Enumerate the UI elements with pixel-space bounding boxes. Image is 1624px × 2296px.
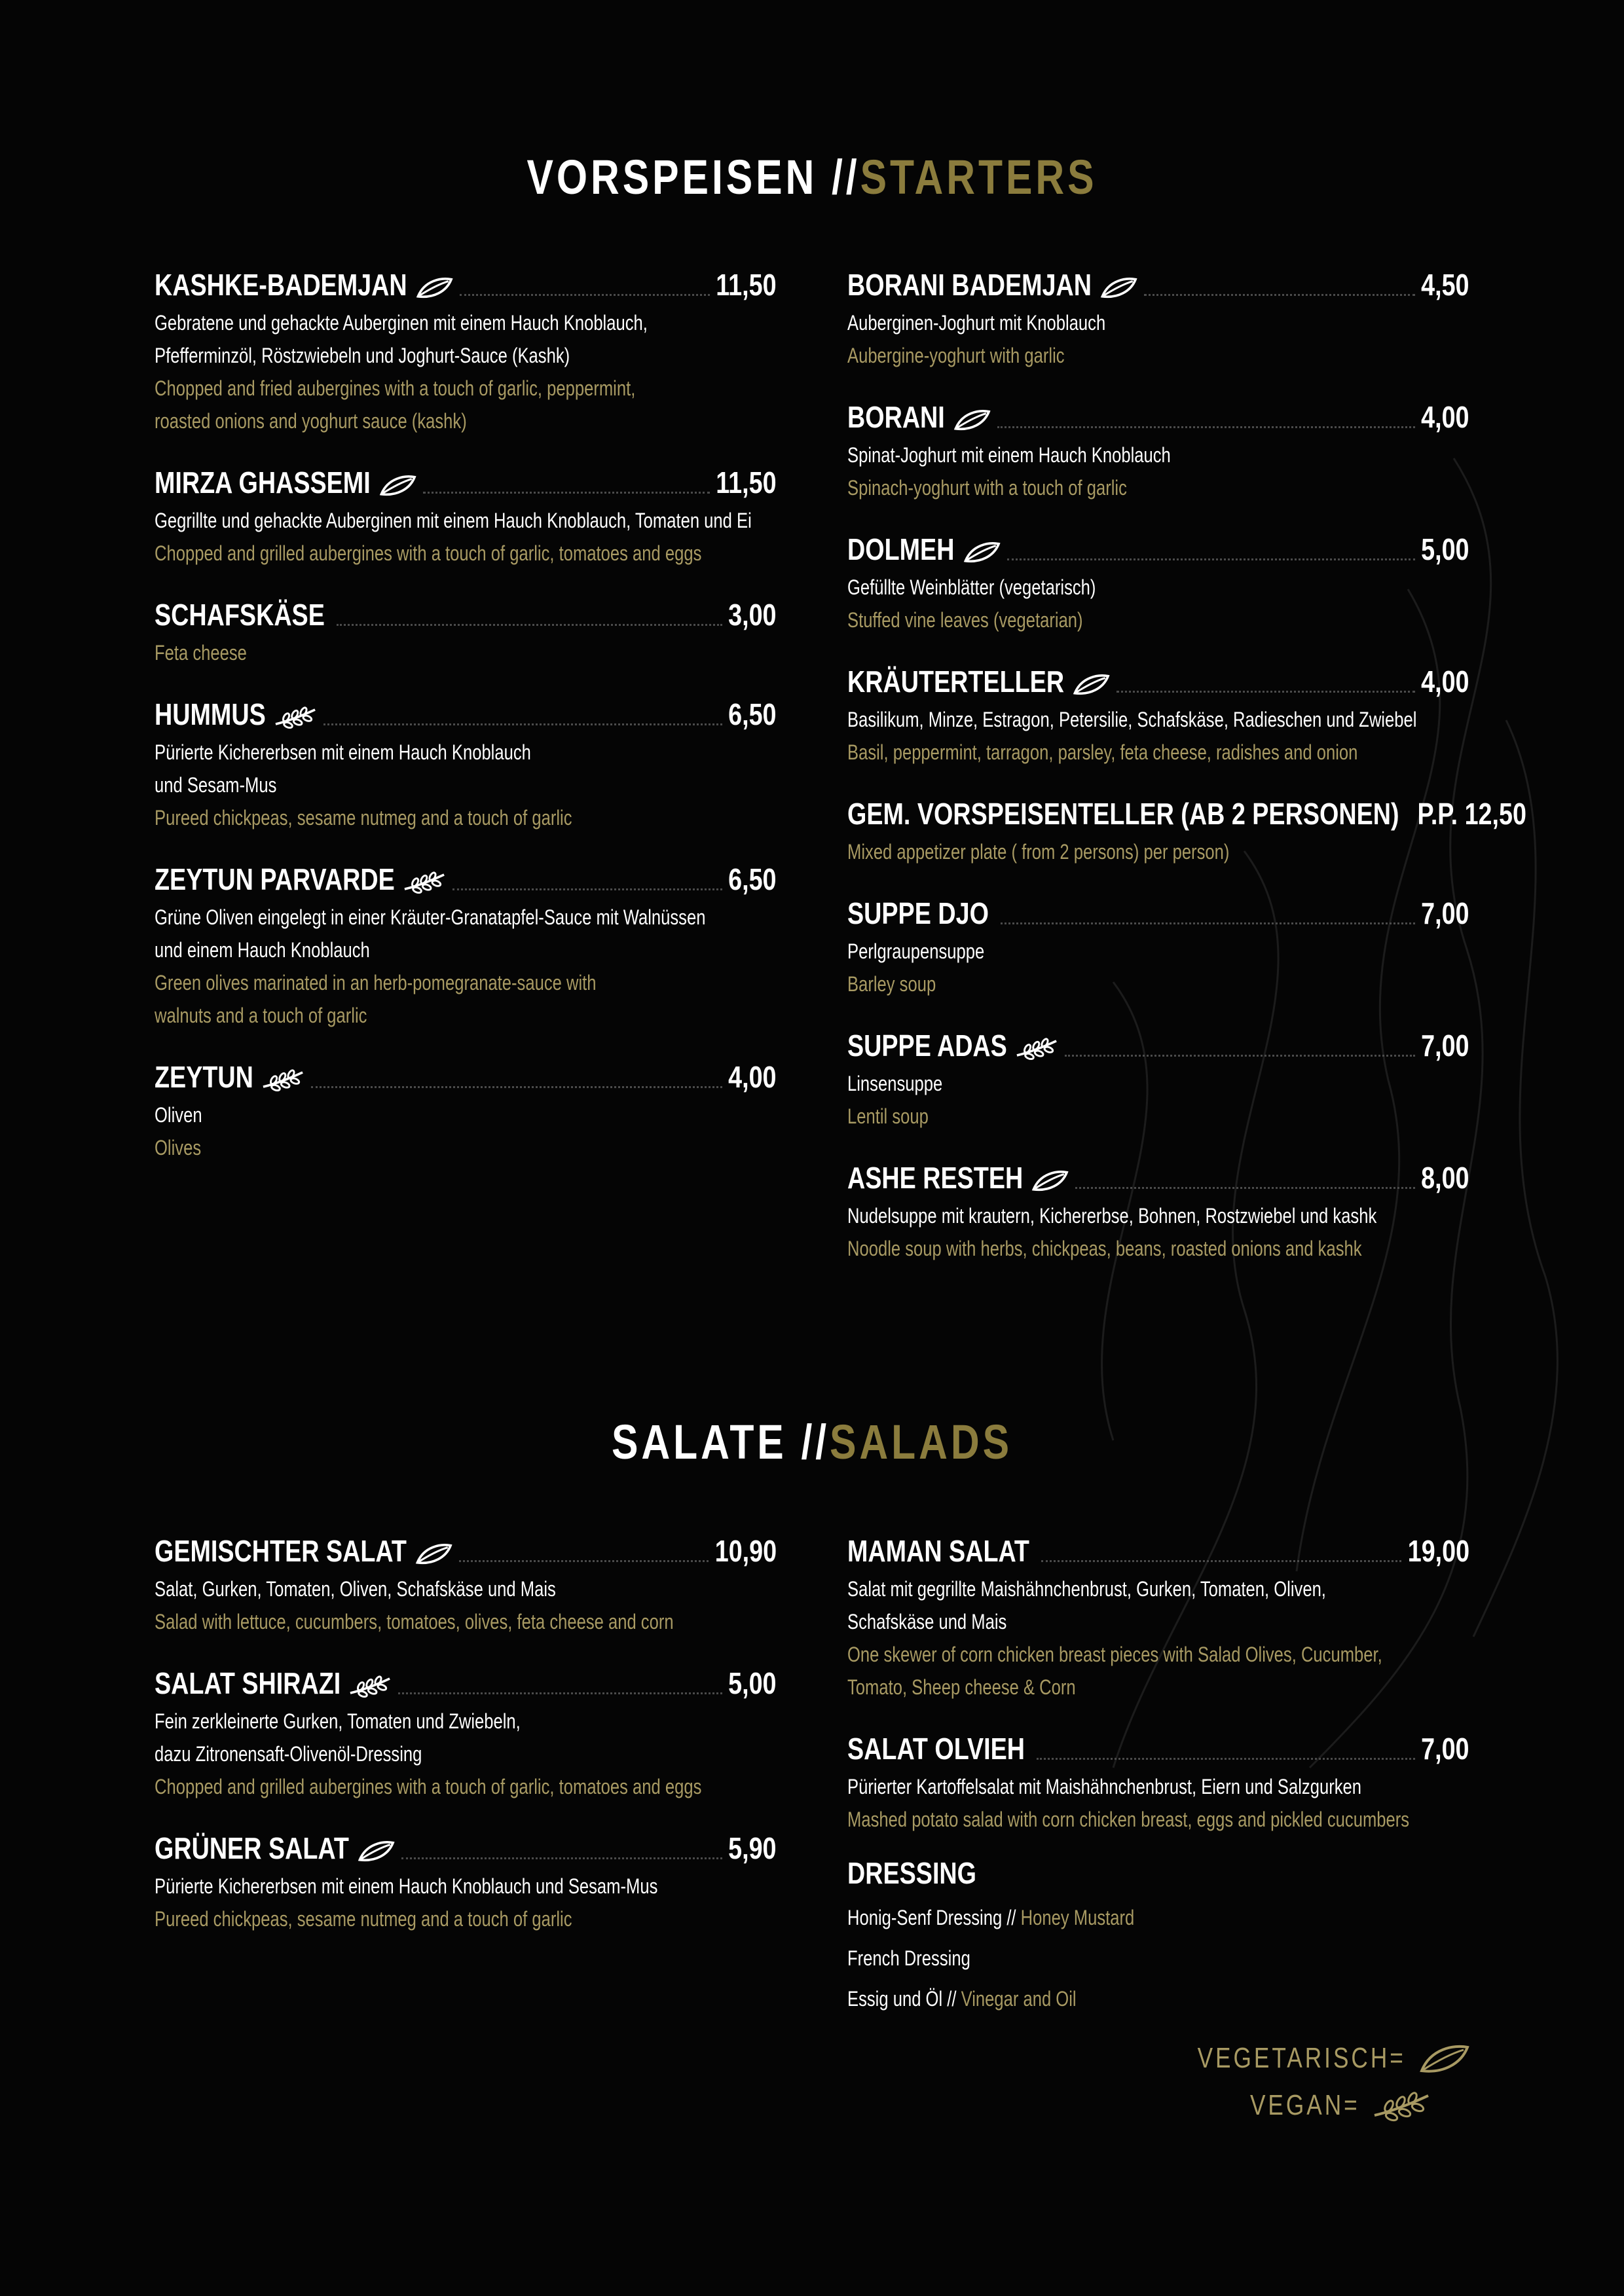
menu-item-header [155, 1658, 777, 1701]
menu-item [155, 1051, 777, 1164]
menu-item-name: DOLMEH [847, 532, 955, 566]
menu-item [155, 854, 777, 1032]
menu-item-description [155, 1870, 783, 1935]
menu-item-price: 4,50 [1421, 268, 1469, 302]
leaf-icon [415, 1541, 452, 1566]
starters-heading-en: STARTERS [860, 150, 1098, 204]
description-de: Salat mit gegrillte Maishähnchenbrust, Gurken, Tomaten, Oliven, [847, 1577, 1326, 1601]
menu-item-name: GEMISCHTER SALAT [155, 1534, 407, 1568]
description-de: Pürierte Kichererbsen mit einem Hauch Knoblauch und Sesam-Mus [155, 1874, 658, 1898]
description-en: Barley soup [847, 972, 936, 996]
description-en: Chopped and grilled aubergines with a touch of garlic, tomatoes and eggs [155, 1775, 702, 1798]
menu-item [847, 656, 1469, 769]
description-en: Pureed chickpeas, sesame nutmeg and a touch of garlic [155, 806, 572, 829]
description-de: und einem Hauch Knoblauch [155, 938, 370, 962]
description-en: Salad with lettuce, cucumbers, tomatoes, olives, feta cheese and corn [155, 1610, 674, 1633]
menu-item-price: 4,00 [1421, 665, 1469, 699]
menu-item-description [847, 1067, 1476, 1133]
menu-item-description [847, 1770, 1476, 1836]
starters-heading [146, 149, 1478, 205]
menu-item-header [155, 457, 777, 500]
menu-item [847, 1723, 1469, 1836]
menu-item-price: 5,90 [728, 1831, 777, 1865]
description-en: Mixed appetizer plate ( from 2 persons) per person) [847, 840, 1230, 864]
menu-item-price: 4,00 [1421, 400, 1469, 434]
menu-item-description [155, 1099, 783, 1164]
menu-item-description [155, 306, 783, 437]
description-de: Nudelsuppe mit krautern, Kichererbse, Bohnen, Rostzwiebel und kashk [847, 1204, 1377, 1228]
salads-heading [146, 1414, 1478, 1470]
menu-item-header [847, 788, 1527, 831]
dotted-leader [323, 723, 722, 725]
dotted-leader [423, 491, 710, 494]
menu-item-description [155, 1573, 783, 1638]
dotted-leader [1007, 558, 1415, 560]
menu-item-description [155, 636, 783, 669]
description-de: Grüne Oliven eingelegt in einer Kräuter-Granatapfel-Sauce mit Walnüssen [155, 905, 706, 929]
menu-item-header [155, 689, 777, 732]
description-de: Spinat-Joghurt mit einem Hauch Knoblauch [847, 443, 1171, 467]
description-de: Salat, Gurken, Tomaten, Oliven, Schafskäse und Mais [155, 1577, 556, 1601]
menu-item-header [155, 1051, 777, 1095]
menu-item-price: 5,00 [1421, 532, 1469, 566]
description-de: Schafskäse und Mais [847, 1610, 1007, 1633]
salads-heading-de: SALATE // [611, 1415, 830, 1469]
description-en: walnuts and a touch of garlic [155, 1004, 367, 1027]
description-de: Gefüllte Weinblätter (vegetarisch) [847, 575, 1096, 599]
description-de: Gegrillte und gehackte Auberginen mit einem Hauch Knoblauch, Tomaten und Ei [155, 509, 752, 532]
dotted-leader [1041, 1559, 1401, 1562]
dressing-block [847, 1855, 1469, 2019]
description-en: Noodle soup with herbs, chickpeas, beans, roasted onions and kashk [847, 1237, 1362, 1260]
description-de: Auberginen-Joghurt mit Knoblauch [847, 311, 1106, 335]
description-de: Oliven [155, 1103, 202, 1127]
sprig-icon [348, 1673, 392, 1698]
menu-item [847, 888, 1469, 1000]
legend-vegetarian-label: VEGETARISCH= [1197, 2042, 1406, 2074]
leaf-icon [1072, 672, 1110, 697]
menu-item-description [847, 1199, 1476, 1265]
menu-item-header [847, 1020, 1469, 1063]
menu-item-price: 7,00 [1421, 1029, 1469, 1063]
legend-vegan-label: VEGAN= [1250, 2089, 1360, 2121]
dotted-leader [459, 1559, 709, 1562]
menu-item [847, 1020, 1469, 1133]
menu-item-header [155, 259, 777, 302]
dotted-leader [311, 1085, 722, 1088]
menu-item [155, 1823, 777, 1935]
description-en: Stuffed vine leaves (vegetarian) [847, 608, 1083, 632]
menu-item [847, 1525, 1469, 1704]
menu-item-name: SCHAFSKÄSE [155, 598, 325, 632]
menu-item-name: KRÄUTERTELLER [847, 665, 1065, 699]
menu-item [155, 1658, 777, 1803]
description-en: Feta cheese [155, 641, 247, 665]
leaf-icon [1031, 1168, 1069, 1193]
description-de: Basilikum, Minze, Estragon, Petersilie, Schafskäse, Radieschen und Zwiebel [847, 708, 1417, 731]
menu-item-price: 5,00 [728, 1666, 777, 1700]
salads-right-column [847, 1525, 1469, 2019]
menu-item-header [847, 524, 1469, 567]
menu-item [155, 1525, 777, 1638]
description-en: Aubergine-yoghurt with garlic [847, 344, 1065, 367]
menu-item-description [847, 935, 1476, 1000]
menu-item [155, 457, 777, 570]
description-en: Chopped and fried aubergines with a touch of garlic, peppermint, [155, 376, 636, 400]
dressing-title: DRESSING [847, 1856, 977, 1890]
menu-item-price: 6,50 [728, 697, 777, 731]
menu-item-description [155, 736, 783, 834]
legend-vegetarian [1113, 2035, 1470, 2082]
menu-item-header [155, 854, 777, 897]
diet-legend [1113, 2035, 1470, 2129]
description-de: Pürierte Kichererbsen mit einem Hauch Knoblauch [155, 740, 531, 764]
description-de: Gebratene und gehackte Auberginen mit einem Hauch Knoblauch, [155, 311, 648, 335]
dotted-leader [401, 1857, 722, 1859]
menu-item-price: 4,00 [728, 1060, 777, 1094]
description-de: und Sesam-Mus [155, 773, 277, 797]
menu-item-price: 11,50 [716, 465, 777, 500]
menu-item-header [155, 1525, 777, 1569]
menu-item-description [847, 703, 1476, 769]
dressing-line: Essig und Öl // Vinegar and Oil [847, 1987, 1077, 2011]
menu-item-price: 6,50 [728, 862, 777, 896]
description-en: roasted onions and yoghurt sauce (kashk) [155, 409, 467, 433]
menu-item-header [155, 1823, 777, 1866]
dotted-leader [1144, 293, 1415, 296]
menu-item-description [847, 835, 1476, 868]
menu-item-name: KASHKE-BADEMJAN [155, 268, 407, 302]
description-en: Green olives marinated in an herb-pomegranate-sauce with [155, 971, 597, 994]
menu-item-price: 8,00 [1421, 1161, 1469, 1195]
menu-item-description [155, 504, 783, 570]
description-de: Perlgraupensuppe [847, 939, 985, 963]
sprig-icon [261, 1067, 304, 1092]
menu-item-price: 19,00 [1407, 1534, 1469, 1568]
dotted-leader [1065, 1054, 1415, 1057]
menu-item-description [847, 306, 1476, 372]
menu-item-description [847, 571, 1476, 636]
dotted-leader [997, 426, 1415, 428]
dotted-leader [1037, 1757, 1415, 1760]
menu-item-name: ZEYTUN PARVARDE [155, 862, 395, 896]
leaf-icon [357, 1838, 395, 1863]
description-de: Fein zerkleinerte Gurken, Tomaten und Zwiebeln, [155, 1709, 521, 1733]
dressing-line: French Dressing [847, 1946, 970, 1970]
leaf-icon [1418, 2042, 1470, 2075]
leaf-icon [378, 473, 416, 498]
menu-item-header [847, 1525, 1469, 1569]
menu-item-name: HUMMUS [155, 697, 266, 731]
description-en: Mashed potato salad with corn chicken breast, eggs and pickled cucumbers [847, 1808, 1410, 1831]
description-en: One skewer of corn chicken breast pieces with Salad Olives, Cucumber, [847, 1643, 1382, 1666]
menu-item [155, 689, 777, 834]
menu-item-header [155, 589, 777, 632]
menu-item-description [155, 1705, 783, 1803]
menu-item-description [847, 439, 1476, 504]
description-de: dazu Zitronensaft-Olivenöl-Dressing [155, 1742, 422, 1766]
menu-item-description [155, 901, 783, 1032]
menu-item-name: ASHE RESTEH [847, 1161, 1024, 1195]
menu-item-header [847, 392, 1469, 435]
menu-item-name: SUPPE ADAS [847, 1029, 1007, 1063]
dotted-leader [337, 623, 722, 626]
menu-item-name: MIRZA GHASSEMI [155, 465, 371, 500]
menu-item-header [847, 1152, 1469, 1195]
description-en: Tomato, Sheep cheese & Corn [847, 1675, 1076, 1699]
menu-item-name: GEM. VORSPEISENTELLER (AB 2 PERSONEN) [847, 797, 1399, 831]
starters-heading-de: VORSPEISEN // [526, 150, 860, 204]
starters-left-column [155, 259, 777, 1184]
menu-item-name: SUPPE DJO [847, 896, 989, 930]
menu-item-price: 11,50 [716, 268, 777, 302]
legend-vegan [1113, 2082, 1470, 2129]
leaf-icon [953, 407, 991, 432]
description-en: Spinach-yoghurt with a touch of garlic [847, 476, 1127, 500]
dotted-leader [452, 888, 722, 890]
menu-item [847, 788, 1527, 868]
description-en: Lentil soup [847, 1104, 929, 1128]
dotted-leader [1116, 690, 1415, 693]
leaf-icon [1099, 275, 1137, 300]
description-en: Basil, peppermint, tarragon, parsley, feta cheese, radishes and onion [847, 740, 1358, 764]
description-en: Pureed chickpeas, sesame nutmeg and a touch of garlic [155, 1907, 572, 1931]
menu-item [155, 589, 777, 669]
dotted-leader [1001, 922, 1415, 924]
menu-item-price: 10,90 [714, 1534, 777, 1568]
sprig-icon [403, 869, 446, 894]
menu-item-name: GRÜNER SALAT [155, 1831, 349, 1865]
menu-item-name: SALAT SHIRAZI [155, 1666, 341, 1700]
dressing-line: Honig-Senf Dressing // Honey Mustard [847, 1906, 1135, 1929]
menu-item [847, 392, 1469, 504]
menu-item-header [847, 656, 1469, 699]
menu-item [155, 259, 777, 437]
menu-item-name: SALAT OLVIEH [847, 1732, 1025, 1766]
sprig-icon [274, 704, 317, 729]
menu-item-name: MAMAN SALAT [847, 1534, 1029, 1568]
menu-item-price: 7,00 [1421, 896, 1469, 930]
sprig-icon [1015, 1036, 1058, 1061]
dotted-leader [1075, 1186, 1414, 1189]
menu-item-name: ZEYTUN [155, 1060, 253, 1094]
description-en: Chopped and grilled aubergines with a touch of garlic, tomatoes and eggs [155, 541, 702, 565]
menu-item-name: BORANI [847, 400, 945, 434]
leaf-icon [415, 275, 453, 300]
menu-item-price: P.P. 12,50 [1417, 797, 1527, 831]
menu-item-price: 3,00 [728, 598, 777, 632]
menu-item-price: 7,00 [1421, 1732, 1469, 1766]
menu-item [847, 259, 1469, 372]
menu-item-description [847, 1573, 1476, 1704]
dotted-leader [460, 293, 710, 296]
menu-item [847, 1152, 1469, 1265]
description-de: Pfefferminzöl, Röstzwiebeln und Joghurt-Sauce (Kashk) [155, 344, 570, 367]
sprig-icon [1372, 2089, 1431, 2122]
description-de: Linsensuppe [847, 1072, 943, 1095]
menu-item [847, 524, 1469, 636]
dotted-leader [398, 1692, 722, 1694]
starters-right-column [847, 259, 1527, 1285]
menu-item-header [847, 259, 1469, 302]
description-en: Olives [155, 1136, 202, 1159]
salads-left-column [155, 1525, 777, 1955]
leaf-icon [963, 539, 1001, 564]
menu-item-name: BORANI BADEMJAN [847, 268, 1092, 302]
menu-item-header [847, 1723, 1469, 1766]
menu-item-header [847, 888, 1469, 931]
description-de: Pürierter Kartoffelsalat mit Maishähnchenbrust, Eiern und Salzgurken [847, 1775, 1361, 1798]
salads-heading-en: SALADS [830, 1415, 1013, 1469]
